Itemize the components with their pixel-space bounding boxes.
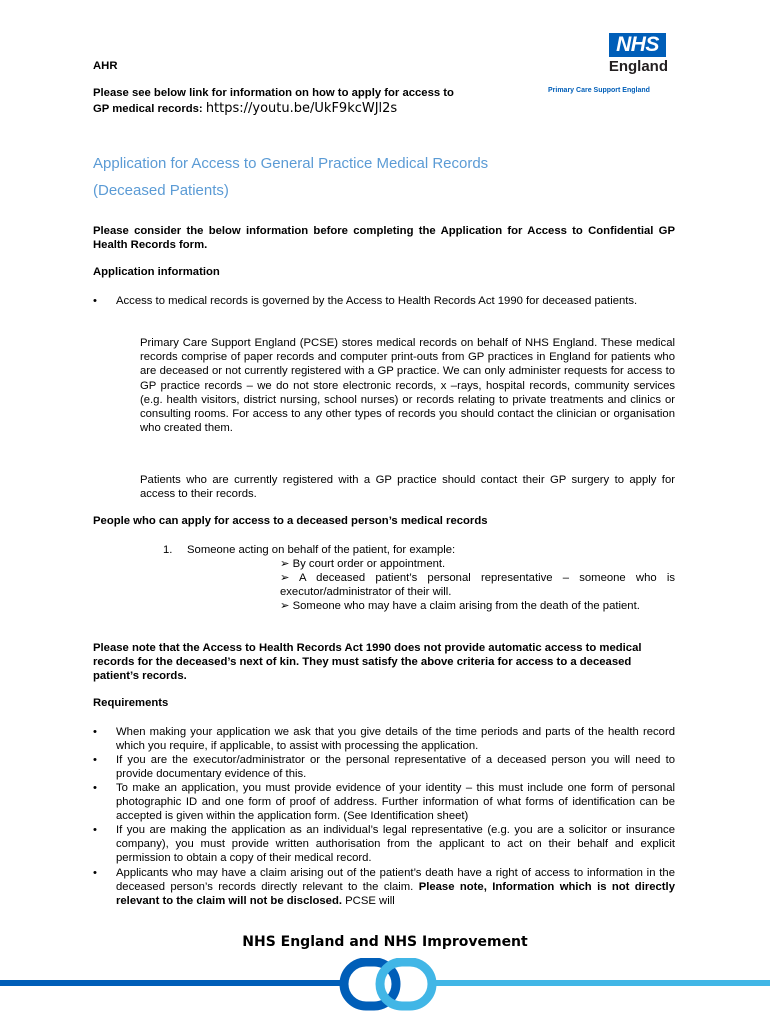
- bullet-icon: •: [93, 295, 97, 307]
- requirement-text-cont: PCSE will: [342, 895, 395, 908]
- footer-line-right: [430, 980, 770, 986]
- logo-subtitle: Primary Care Support England: [548, 87, 650, 94]
- requirement-text: Applicants who may have a claim arising out of the patient’s death have a right of access to information in the deceased person’s records directly relevant to the claim.: [116, 867, 675, 894]
- video-link[interactable]: https://youtu.be/UkF9kcWJl2s: [205, 101, 398, 116]
- bullet-icon: •: [93, 726, 97, 738]
- bullet-icon: •: [93, 782, 97, 794]
- bullet-icon: •: [93, 824, 97, 836]
- bullet-icon: •: [93, 867, 97, 879]
- requirement-item: [93, 781, 675, 824]
- footer-line-left: [0, 980, 345, 986]
- requirement-item: [93, 823, 675, 866]
- intro-line-1: Please see below link for information on how to apply for access to: [93, 87, 454, 99]
- requirement-text: To make an application, you must provide evidence of your identity – this must include one form of personal photographic ID and one form of proof of address. Further information of what forms of identification can be accepted is given within the application form. (See Identification sheet): [116, 782, 675, 823]
- app-info-bullet: [93, 294, 675, 308]
- logo-england-text: England: [608, 58, 668, 75]
- requirement-text: When making your application we ask that you give details of the time periods and parts of the health record which you require, if applicable, to assist with processing the application.: [116, 726, 675, 753]
- reference-code: AHR: [93, 60, 118, 72]
- people-sub-2: ➢ A deceased patient’s personal representative – someone who is executor/administrator of their will.: [280, 572, 675, 599]
- people-heading: People who can apply for access to a deceased person’s medical records: [93, 515, 488, 527]
- requirement-item: [93, 725, 675, 753]
- intro-prefix: GP medical records:: [93, 103, 206, 115]
- people-item-1: Someone acting on behalf of the patient, for example:: [187, 544, 456, 556]
- app-info-bullet-text: Access to medical records is governed by the Access to Health Records Act 1990 for deceased patients.: [116, 295, 638, 307]
- requirements-heading: Requirements: [93, 697, 169, 709]
- nhs-logo: NHS: [609, 33, 666, 57]
- people-sub-3: ➢ Someone who may have a claim arising from the death of the patient.: [280, 600, 640, 612]
- pcse-paragraph: Primary Care Support England (PCSE) stores medical records on behalf of NHS England. These medical records comprise of paper records and computer print-outs from GP practices in England for patients who are deceased or not currently registered with a GP practice. We can only administer requests for access to GP practice records – we do not store electronic records, x –rays, hospital records, community services (e.g. health visitors, district nursing, school nurses) or records relating to private treatments and clinics or consulting rooms. For access to any other types of records you should contact the clinician or organisation who created them.: [140, 337, 675, 435]
- people-item-number: 1.: [163, 544, 173, 556]
- next-of-kin-note: Please note that the Access to Health Records Act 1990 does not provide automatic access to medical records for the deceased’s next of kin. They must satisfy the above criteria for access to a deceased patient’s records.: [93, 642, 642, 683]
- footer-chain-graphic: [0, 958, 770, 1024]
- bullet-icon: •: [93, 754, 97, 766]
- requirement-text: If you are making the application as an individual’s legal representative (e.g. you are a solicitor or insurance company), you must provide written authorisation from the applicant to act on their behalf and explicit permission to obtain a copy of their medical record.: [116, 824, 675, 865]
- page-subtitle: (Deceased Patients): [93, 182, 229, 199]
- page-title: Application for Access to General Practice Medical Records: [93, 155, 489, 172]
- requirement-bold-text: Please note, Information which is not directly relevant to the claim will not be disclosed.: [116, 881, 675, 908]
- footer-title: NHS England and NHS Improvement: [242, 934, 528, 950]
- people-sub-1: ➢ By court order or appointment.: [280, 558, 446, 570]
- chain-link-right-icon: [380, 962, 432, 1006]
- requirement-item: [93, 753, 675, 781]
- intro-line-2: [93, 101, 397, 116]
- requirement-text: If you are the executor/administrator or the personal representative of a deceased person you will need to provide documentary evidence of this.: [116, 754, 675, 781]
- registered-paragraph: Patients who are currently registered with a GP practice should contact their GP surgery to apply for access to their records.: [140, 474, 675, 501]
- requirement-item: [93, 866, 675, 909]
- consider-text: Please consider the below information before completing the Application for Access to Confidential GP Health Records form.: [93, 225, 675, 252]
- app-info-heading: Application information: [93, 266, 220, 278]
